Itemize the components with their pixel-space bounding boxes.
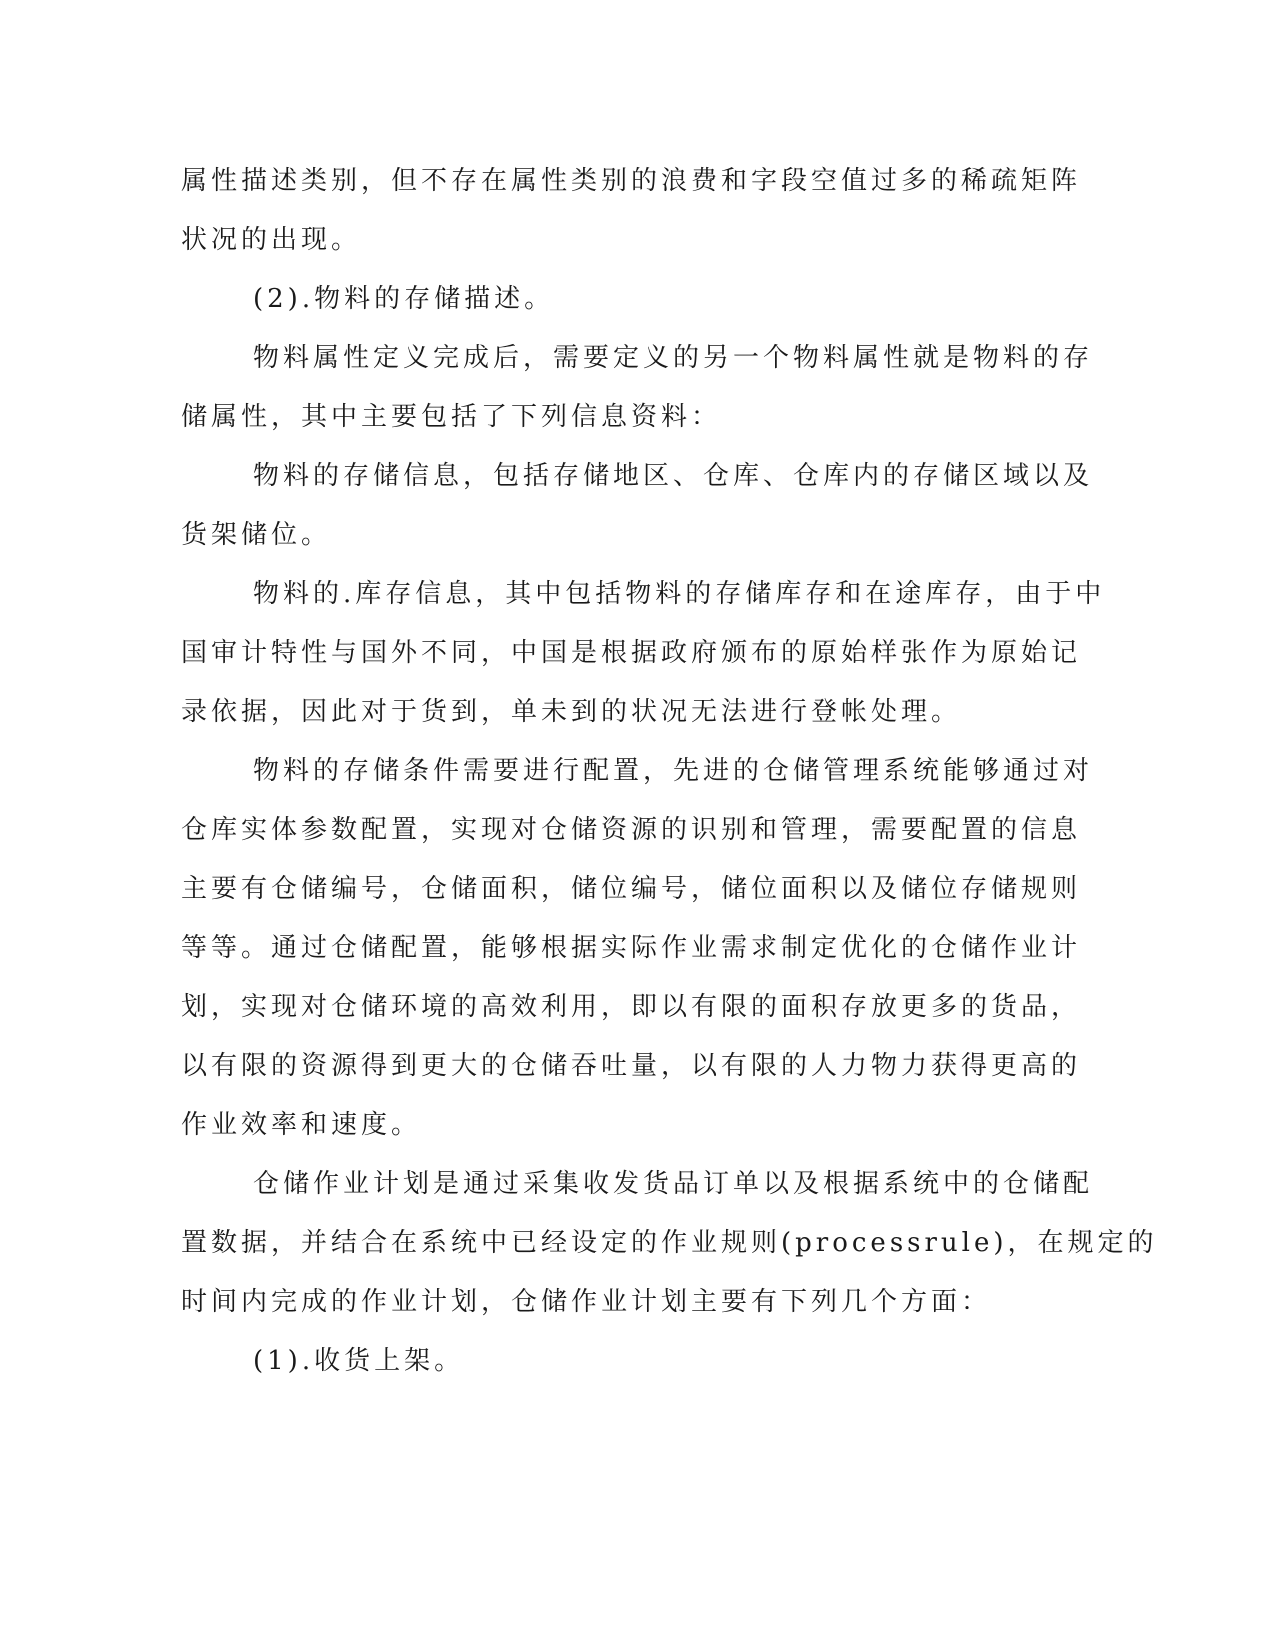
text-line: 属性描述类别，但不存在属性类别的浪费和字段空值过多的稀疏矩阵 (181, 166, 1082, 196)
section-heading: (1).收货上架。 (253, 1346, 465, 1376)
text-line: 划，实现对仓储环境的高效利用，即以有限的面积存放更多的货品， (181, 992, 1082, 1022)
text-line: 录依据，因此对于货到，单未到的状况无法进行登帐处理。 (181, 697, 962, 727)
section-heading: (2).物料的存储描述。 (253, 284, 555, 314)
text-line: 时间内完成的作业计划，仓储作业计划主要有下列几个方面： (181, 1287, 992, 1317)
text-line: 状况的出现。 (181, 225, 362, 255)
text-line: 货架储位。 (181, 520, 332, 550)
text-line: 仓储作业计划是通过采集收发货品订单以及根据系统中的仓储配 (253, 1169, 1094, 1199)
text-line: 置数据，并结合在系统中已经设定的作业规则(processrule)，在规定的 (181, 1228, 1158, 1258)
text-line: 物料属性定义完成后，需要定义的另一个物料属性就是物料的存 (253, 343, 1094, 373)
text-line: 以有限的资源得到更大的仓储吞吐量，以有限的人力物力获得更高的 (181, 1051, 1082, 1081)
text-line: 物料的存储条件需要进行配置，先进的仓储管理系统能够通过对 (253, 756, 1094, 786)
text-line: 仓库实体参数配置，实现对仓储资源的识别和管理，需要配置的信息 (181, 815, 1082, 845)
text-line: 主要有仓储编号，仓储面积，储位编号，储位面积以及储位存储规则 (181, 874, 1082, 904)
text-line: 作业效率和速度。 (181, 1110, 422, 1140)
text-line: 物料的.库存信息，其中包括物料的存储库存和在途库存，由于中 (253, 579, 1106, 609)
text-line: 物料的存储信息，包括存储地区、仓库、仓库内的存储区域以及 (253, 461, 1094, 491)
text-line: 等等。通过仓储配置，能够根据实际作业需求制定优化的仓储作业计 (181, 933, 1082, 963)
text-line: 储属性，其中主要包括了下列信息资料： (181, 402, 722, 432)
text-line: 国审计特性与国外不同，中国是根据政府颁布的原始样张作为原始记 (181, 638, 1082, 668)
